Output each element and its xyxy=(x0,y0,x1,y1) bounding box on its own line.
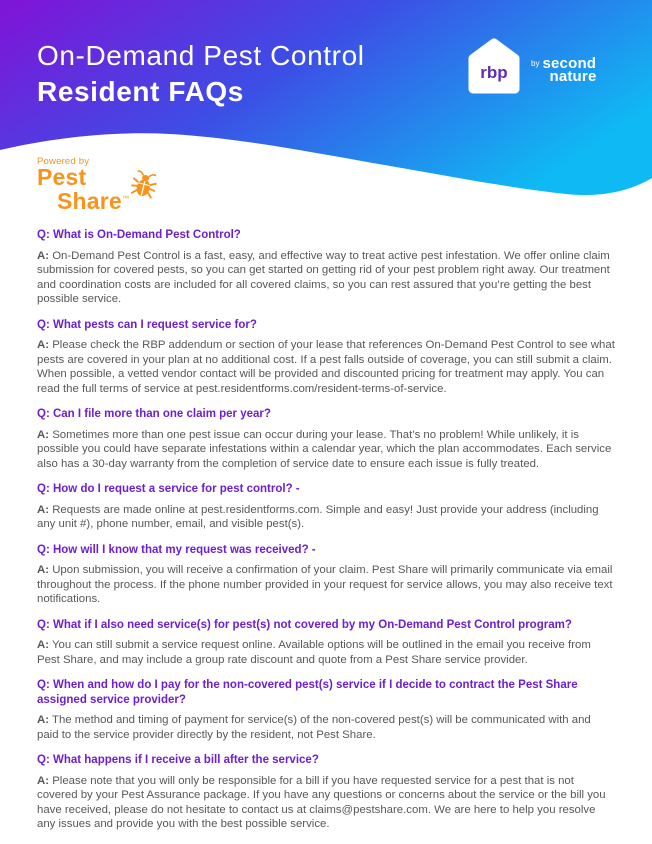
answer-text: The method and timing of payment for service(s) of the non-covered pest(s) will be communicated with and paid to the service provider directly by the resident, not Pest Share. xyxy=(37,714,591,741)
trademark-symbol: ™ xyxy=(121,195,130,202)
faq-question: Q: How will I know that my request was received? - xyxy=(37,543,316,556)
faq-question: Q: When and how do I pay for the non-covered pest(s) service if I decide to contract the Pest Share assigned service provider? xyxy=(37,679,578,706)
faq-question: Q: How do I request a service for pest control? - xyxy=(37,483,300,495)
powered-by-label: Powered by xyxy=(37,156,90,167)
page-title-line2: Resident FAQs xyxy=(37,76,244,107)
faq-item xyxy=(37,407,615,471)
answer-prefix: A: xyxy=(37,249,50,262)
page-title xyxy=(37,38,365,110)
answer-text: Upon submission, you will receive a confirmation of your claim. Pest Share will primarily communicate via email throughout the process. If the phone number provided in your request for service allows, you may also receive text notifications. xyxy=(37,564,613,605)
faq-question: Q: Can I file more than one claim per year? xyxy=(37,408,271,420)
faq-question: Q: What if I also need service(s) for pest(s) not covered by my On-Demand Pest Control program? xyxy=(37,618,572,631)
faq-answer xyxy=(37,774,615,832)
answer-text: You can still submit a service request online. Available options will be outlined in the email you receive from Pest Share, and may include a group rate discount and quote from a Pest Share service provider. xyxy=(37,639,591,666)
pestshare-logo xyxy=(37,156,157,212)
faq-answer xyxy=(37,713,615,742)
by-label: by xyxy=(531,58,540,68)
rbp-second-nature-logo xyxy=(465,37,597,99)
answer-prefix: A: xyxy=(37,714,50,726)
faq-answer xyxy=(37,249,615,307)
faq-question: Q: What pests can I request service for? xyxy=(37,318,257,331)
bug-icon xyxy=(131,168,157,202)
answer-prefix: A: xyxy=(37,774,50,787)
answer-text: Requests are made online at pest.residentforms.com. Simple and easy! Just provide your address (including any unit #), phone number, email, and visible pest(s). xyxy=(37,503,599,530)
pestshare-wordmark xyxy=(37,164,130,214)
answer-text: Please note that you will only be responsible for a bill if you have requested service for a pest that is not covered by your Pest Assurance package. If you have any questions or concerns about the service or the bill you have received, please do not hesitate to contact us at claims@pestshare.com. We are here to help you resolve any issues and provide you with the best possible service. xyxy=(37,774,606,830)
second-nature-name xyxy=(542,54,597,85)
answer-text: Sometimes more than one pest issue can occur during your lease. That’s no problem! While unlikely, it is possible you could have separate infestations within a calendar year, which the plan accommodates. Each service also has a 30-day warranty from the completion of service date to ensure each issue is fully treated. xyxy=(37,428,612,470)
rbp-house-icon xyxy=(465,37,523,99)
faq-list xyxy=(37,228,615,832)
faq-item xyxy=(37,482,615,532)
faq-answer xyxy=(37,428,615,472)
answer-prefix: A: xyxy=(37,503,50,516)
faq-answer xyxy=(37,338,615,396)
answer-prefix: A: xyxy=(37,639,50,651)
answer-prefix: A: xyxy=(37,564,50,576)
faq-answer xyxy=(37,563,615,607)
answer-text: On-Demand Pest Control is a fast, easy, and effective way to treat active pest infestation. We offer online claim submission for covered pests, so you can get started on getting rid of your pest problem right away. Our treatment and coordination costs are included for all covered claims, so you can rest assured that you’re getting the best possible service. xyxy=(37,249,610,305)
faq-item xyxy=(37,753,615,832)
faq-answer xyxy=(37,503,615,532)
answer-text: Please check the RBP addendum or section of your lease that references On-Demand Pest Control to see what pests are covered in your plan at no additional cost. If a pest falls outside of coverage, you can still submit a claim. When possible, a vetted vendor contact will be provided and discounted pricing for treatment may apply. You can read the full terms of service at pest.residentforms.com/resident-terms-of-service. xyxy=(37,339,615,395)
answer-prefix: A: xyxy=(37,428,50,441)
answer-prefix: A: xyxy=(37,339,50,351)
second-nature-wordmark xyxy=(531,53,597,84)
second-nature-line2: nature xyxy=(549,68,597,85)
faq-item xyxy=(37,678,615,742)
faq-item xyxy=(37,543,615,607)
faq-question: Q: What is On-Demand Pest Control? xyxy=(37,229,241,241)
second-nature-line1: second xyxy=(542,54,597,72)
page-title-line1: On-Demand Pest Control xyxy=(37,40,365,71)
rbp-logo-text: rbp xyxy=(480,63,508,82)
faq-question: Q: What happens if I receive a bill after the service? xyxy=(37,754,319,766)
faq-item xyxy=(37,318,615,397)
pestshare-word-pest: Pest xyxy=(37,164,87,190)
pestshare-word-share: Share™ xyxy=(57,187,130,214)
faq-item xyxy=(37,618,615,668)
faq-answer xyxy=(37,638,615,667)
faq-item xyxy=(37,228,615,307)
